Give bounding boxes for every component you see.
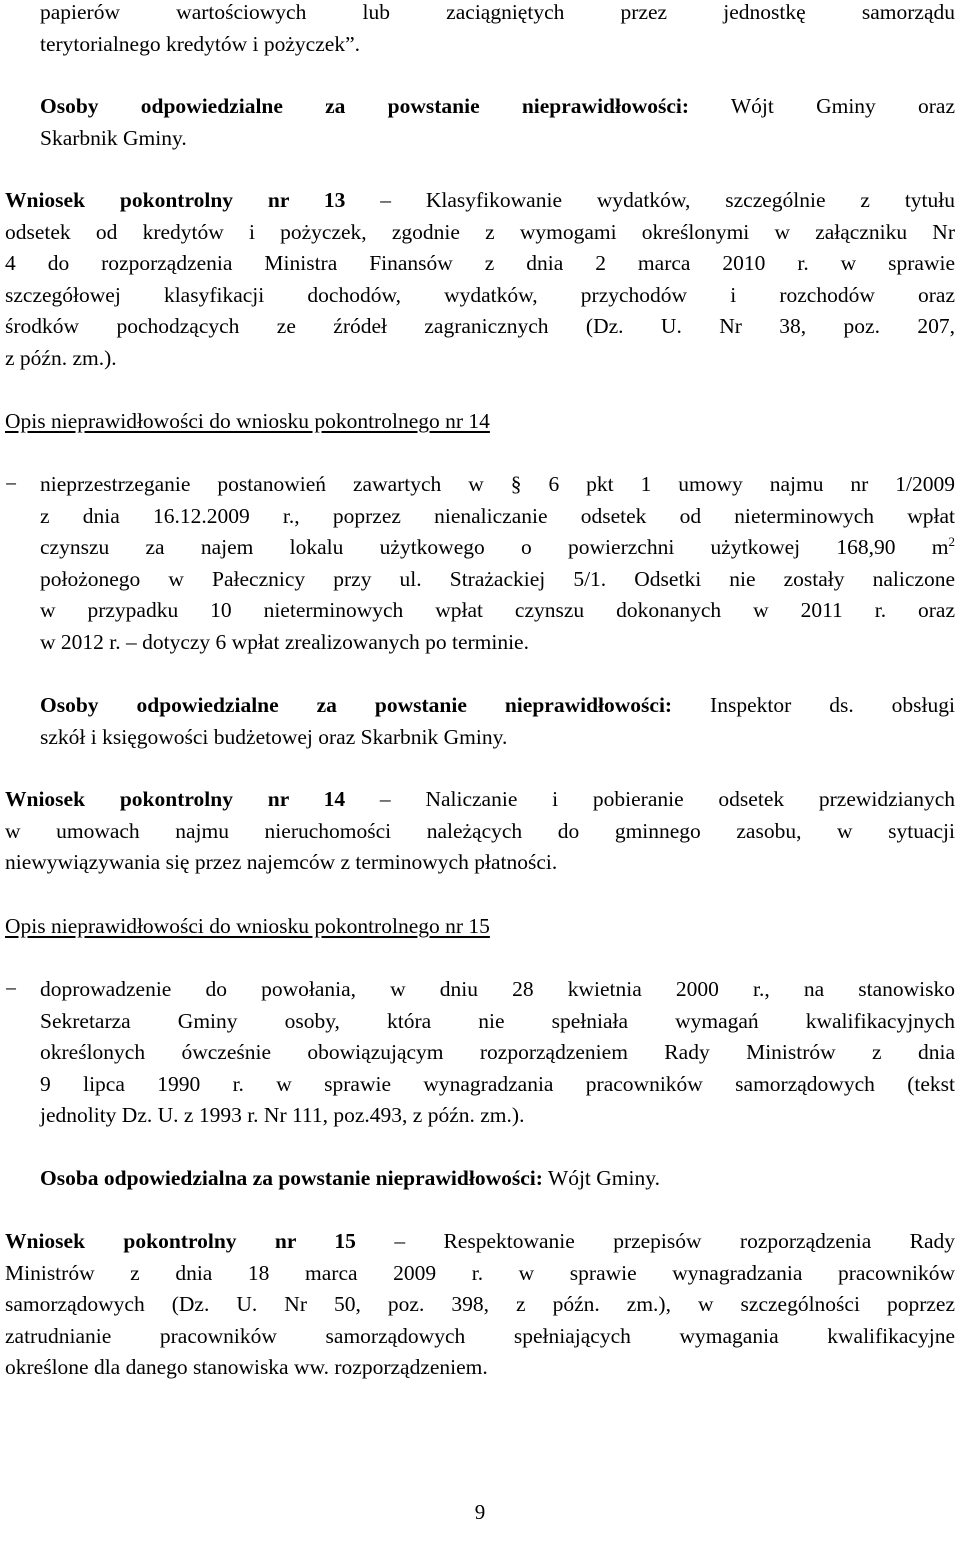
opis-15-responsible: Osoba odpowiedzialna za powstanie nieprawidłowości: Wójt Gminy. — [40, 1166, 660, 1190]
opis-14-heading: Opis nieprawidłowości do wniosku pokontrolnego nr 14 — [5, 409, 490, 433]
opis-14-item: nieprzestrzeganie postanowień zawartych w § 6 pkt 1 umowy najmu nr 1/2009 z dnia 16.12.2009 r., poprzez nienaliczanie odsetek od nieterminowych wpłat czynszu za najem lokalu użytkowego o powierzchni użytkowej 168,90 $m^2$ położonego w Pałecznicy przy ul. Strażackiej 5/1. Odsetki nie zostały naliczone w przypadku 10 nieterminowych wpłat czynszu dokonanych w 2011 r. oraz w 2012 r. – dotyczy 6 wpłat zrealizowanych po terminie. — [40, 472, 955, 654]
dash-bullet: − — [5, 977, 18, 1001]
top-responsible — [40, 91, 955, 154]
wniosek-15-label: Wniosek pokontrolny nr 15 — [5, 1229, 356, 1253]
top-line-2: terytorialnego kredytów i pożyczek”. — [40, 31, 360, 56]
opis-15-heading: Opis nieprawidłowości do wniosku pokontrolnego nr 15 — [5, 914, 490, 938]
wniosek-13: Wniosek pokontrolny nr 13 – Klasyfikowanie wydatków, szczególnie z tytułu odsetek od kredytów i pożyczek, zgodnie z wymogami określonymi w załączniku Nr 4 do rozporządzenia Ministra Finansów z dnia 2 marca 2010 r. w sprawie szczegółowej klasyfikacji dochodów, wydatków, przychodów i rozchodów oraz środków pochodzących ze źródeł zagranicznych (Dz. U. Nr 38, poz. 207, z późn. zm.). — [5, 188, 955, 370]
page-number: 9 — [474, 1500, 486, 1524]
wniosek-13-label: Wniosek pokontrolny nr 13 — [5, 188, 346, 212]
responsible-text-cont: Skarbnik Gminy. — [40, 125, 187, 150]
wniosek-14-label: Wniosek pokontrolny nr 14 — [5, 787, 346, 811]
wniosek-15: Wniosek pokontrolny nr 15 – Respektowanie przepisów rozporządzenia Rady Ministrów z dnia 18 marca 2009 r. w sprawie wynagradzania pracowników samorządowych (Dz. U. Nr 50, poz. 398, z późn. zm.), w szczególności poprzez zatrudnianie pracowników samorządowych spełniających wymagania kwalifikacyjne określone dla danego stanowiska ww. rozporządzeniem. — [5, 1229, 955, 1379]
dash-bullet: − — [5, 472, 18, 496]
responsible-label: Osoby odpowiedzialne za powstanie nieprawidłowości: — [40, 94, 690, 118]
opis-15-item: doprowadzenie do powołania, w dniu 28 kwietnia 2000 r., na stanowisko Sekretarza Gminy osoby, która nie spełniała wymagań kwalifikacyjnych określonych ówcześnie obowiązującym rozporządzeniem Rady Ministrów z dnia 9 lipca 1990 r. w sprawie wynagradzania pracowników samorządowych (tekst jednolity Dz. U. z 1993 r. Nr 111, poz.493, z późn. zm.). — [40, 977, 955, 1127]
opis-14-responsible: Osoby odpowiedzialne za powstanie nieprawidłowości: Inspektor ds. obsługi szkół i księgowości budżetowej oraz Skarbnik Gminy. — [40, 693, 955, 749]
responsible-text: Wójt Gminy oraz — [689, 94, 955, 118]
top-line-1: papierów wartościowych lub zaciągniętych przez jednostkę samorządu — [40, 0, 955, 24]
top-paragraph — [40, 0, 955, 60]
wniosek-14: Wniosek pokontrolny nr 14 – Naliczanie i pobieranie odsetek przewidzianych w umowach najmu nieruchomości należących do gminnego zasobu, w sytuacji niewywiązywania się przez najemców z terminowych płatności. — [5, 787, 955, 874]
